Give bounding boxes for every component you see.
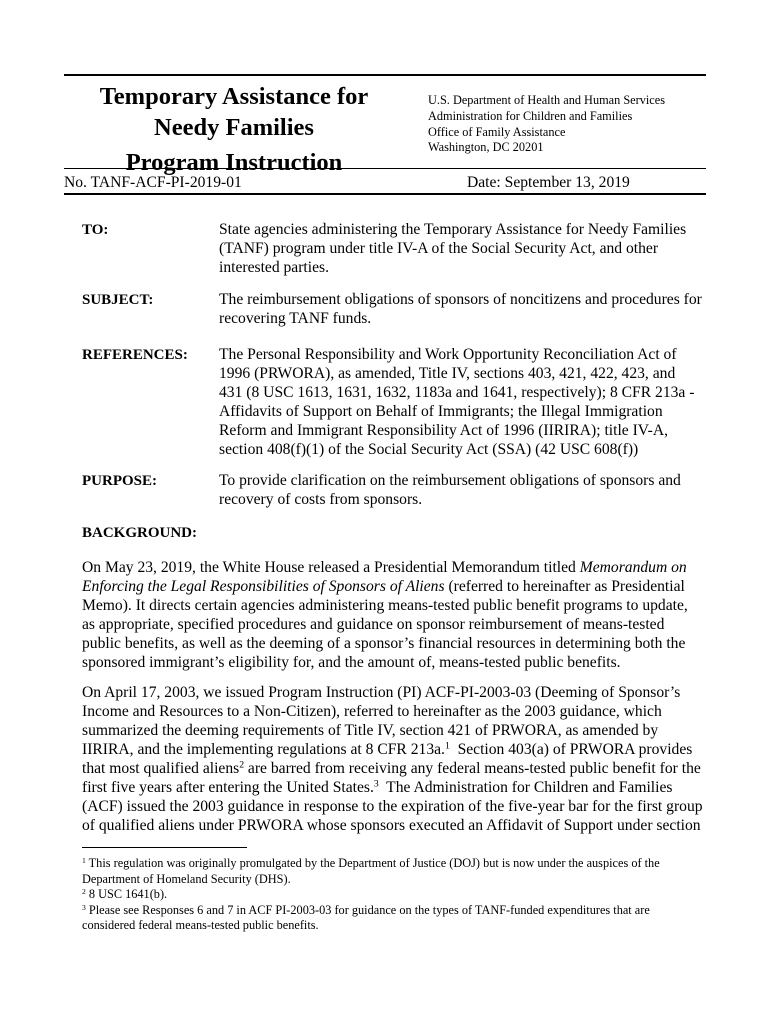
footnote-2	[82, 887, 702, 903]
footnote-separator	[82, 847, 247, 848]
to-line: interested parties.	[219, 259, 329, 276]
subject-line: The reimbursement obligations of sponsors of noncitizens and procedures for	[219, 291, 702, 308]
references-line: section 408(f)(1) of the Social Security Act (SSA) (42 USC 608(f))	[219, 441, 639, 458]
agency-line-1: U.S. Department of Health and Human Services	[428, 93, 665, 107]
paragraph-line	[82, 778, 692, 797]
background-heading: BACKGROUND:	[82, 525, 197, 541]
p2-l6-text: The Administration for Children and Families	[378, 779, 673, 796]
background-paragraph-2	[82, 683, 703, 835]
p2-l4-text: Section 403(a) of PRWORA provides	[449, 741, 693, 758]
document-title	[64, 81, 404, 178]
background-paragraph-1	[82, 558, 692, 672]
references-line: Reform and Immigrant Responsibility Act of 1996 (IIRIRA); title IV-A,	[219, 422, 668, 439]
footnote-mark-2: 2	[82, 887, 86, 896]
references-line: 1996 (PRWORA), as amended, Title IV, sections 403, 421, 422, 423, and	[219, 365, 676, 382]
footnote-3-text: Please see Responses 6 and 7 in ACF PI-2003-03 for guidance on the types of TANF-funded expenditures that are	[85, 902, 650, 917]
document-number: No. TANF-ACF-PI-2019-01	[64, 174, 242, 191]
p2-l5-text: that most qualified aliens	[82, 760, 240, 777]
to-text	[219, 220, 697, 277]
paragraph-line: public benefits, as well as the deeming of a sponsor’s financial resources in determining both the	[82, 635, 686, 652]
to-label: TO:	[82, 222, 109, 238]
footnotes	[82, 856, 702, 934]
paragraph-line: Memo). It directs certain agencies administering means-tested public benefit programs to update,	[82, 597, 688, 614]
p2-l5-text: are barred from receiving any federal means-tested public benefit for the	[244, 760, 701, 777]
to-line: State agencies administering the Temporary Assistance for Needy Families	[219, 221, 687, 238]
paragraph-line: summarized the deeming requirements of Title IV, section 421 of PRWORA, as amended by	[82, 722, 659, 739]
paragraph-line	[82, 740, 692, 759]
footnote-1-text: This regulation was originally promulgated by the Department of Justice (DOJ) but is now under the auspices of the	[85, 856, 660, 870]
footnote-ref-2: 2	[239, 759, 245, 771]
p1-l2-text: (referred to hereinafter as Presidential	[444, 578, 685, 595]
p1-l1-text: On May 23, 2019, the White House released a Presidential Memorandum titled	[82, 559, 580, 576]
purpose-line: To provide clarification on the reimbursement obligations of sponsors and	[219, 472, 681, 489]
paragraph-line: sponsored immigrant’s eligibility for, and the amount of, means-tested public benefits.	[82, 654, 621, 671]
paragraph-line: On April 17, 2003, we issued Program Instruction (PI) ACF-PI-2003-03 (Deeming of Sponsor’s	[82, 684, 681, 701]
paragraph-line: of qualified aliens under PRWORA whose sponsors executed an Affidavit of Support under section	[82, 817, 701, 834]
title-line-1: Temporary Assistance for	[99, 83, 369, 110]
to-line: (TANF) program under title IV-A of the Social Security Act, and other	[219, 240, 659, 257]
purpose-text	[219, 471, 697, 509]
paragraph-line	[82, 577, 692, 596]
paragraph-line	[82, 759, 701, 778]
memo-title-part-2: Enforcing the Legal Responsibilities of Sponsors of Aliens	[82, 578, 445, 595]
footnote-mark-1: 1	[82, 855, 86, 865]
header-bottom-rule	[64, 193, 706, 195]
references-text	[219, 345, 697, 459]
references-line: The Personal Responsibility and Work Opportunity Reconciliation Act of	[219, 346, 677, 363]
agency-line-2: Administration for Children and Families	[428, 108, 633, 123]
footnote-1	[82, 856, 702, 872]
agency-line-3: Office of Family Assistance	[428, 124, 566, 139]
footnote-ref-1: 1	[444, 740, 450, 752]
purpose-line: recovery of costs from sponsors.	[219, 491, 423, 508]
title-line-2: Needy Families	[154, 114, 314, 141]
footnote-ref-3: 3	[373, 778, 379, 790]
references-line: 431 (8 USC 1613, 1631, 1632, 1183a and 1641, respectively); 8 CFR 213a -	[219, 384, 695, 401]
footnote-3-cont: considered federal means-tested public benefits.	[82, 918, 319, 933]
header-top-rule	[64, 74, 706, 76]
agency-address	[428, 93, 665, 156]
p2-l4-text: IIRIRA, and the implementing regulations at 8 CFR 213a.	[82, 741, 445, 758]
agency-line-4: Washington, DC 20201	[428, 140, 544, 155]
subject-line: recovering TANF funds.	[219, 310, 372, 327]
footnote-1-cont: Department of Homeland Security (DHS).	[82, 871, 291, 886]
footnote-3	[82, 903, 702, 919]
purpose-label: PURPOSE:	[82, 473, 157, 489]
paragraph-line: as appropriate, specified procedures and guidance on sponsor reimbursement of means-tested	[82, 616, 665, 633]
footnote-2-text: 8 USC 1641(b).	[85, 887, 168, 902]
p2-l6-text: first five years after entering the United States.	[82, 779, 374, 796]
memo-title-part-1: Memorandum on	[579, 559, 687, 576]
document-date: Date: September 13, 2019	[467, 174, 630, 191]
references-line: Affidavits of Support on Behalf of Immigrants; the Illegal Immigration	[219, 403, 663, 420]
subject-text	[219, 290, 702, 328]
references-label: REFERENCES:	[82, 347, 188, 363]
paragraph-line: (ACF) issued the 2003 guidance in response to the expiration of the five-year bar for the first group	[82, 798, 703, 815]
title-line-3: Program Instruction	[125, 149, 343, 176]
paragraph-line	[82, 558, 692, 577]
paragraph-line: Income and Resources to a Non-Citizen), referred to hereinafter as the 2003 guidance, which	[82, 703, 662, 720]
footnote-mark-3: 3	[82, 902, 86, 912]
subject-label: SUBJECT:	[82, 292, 154, 308]
